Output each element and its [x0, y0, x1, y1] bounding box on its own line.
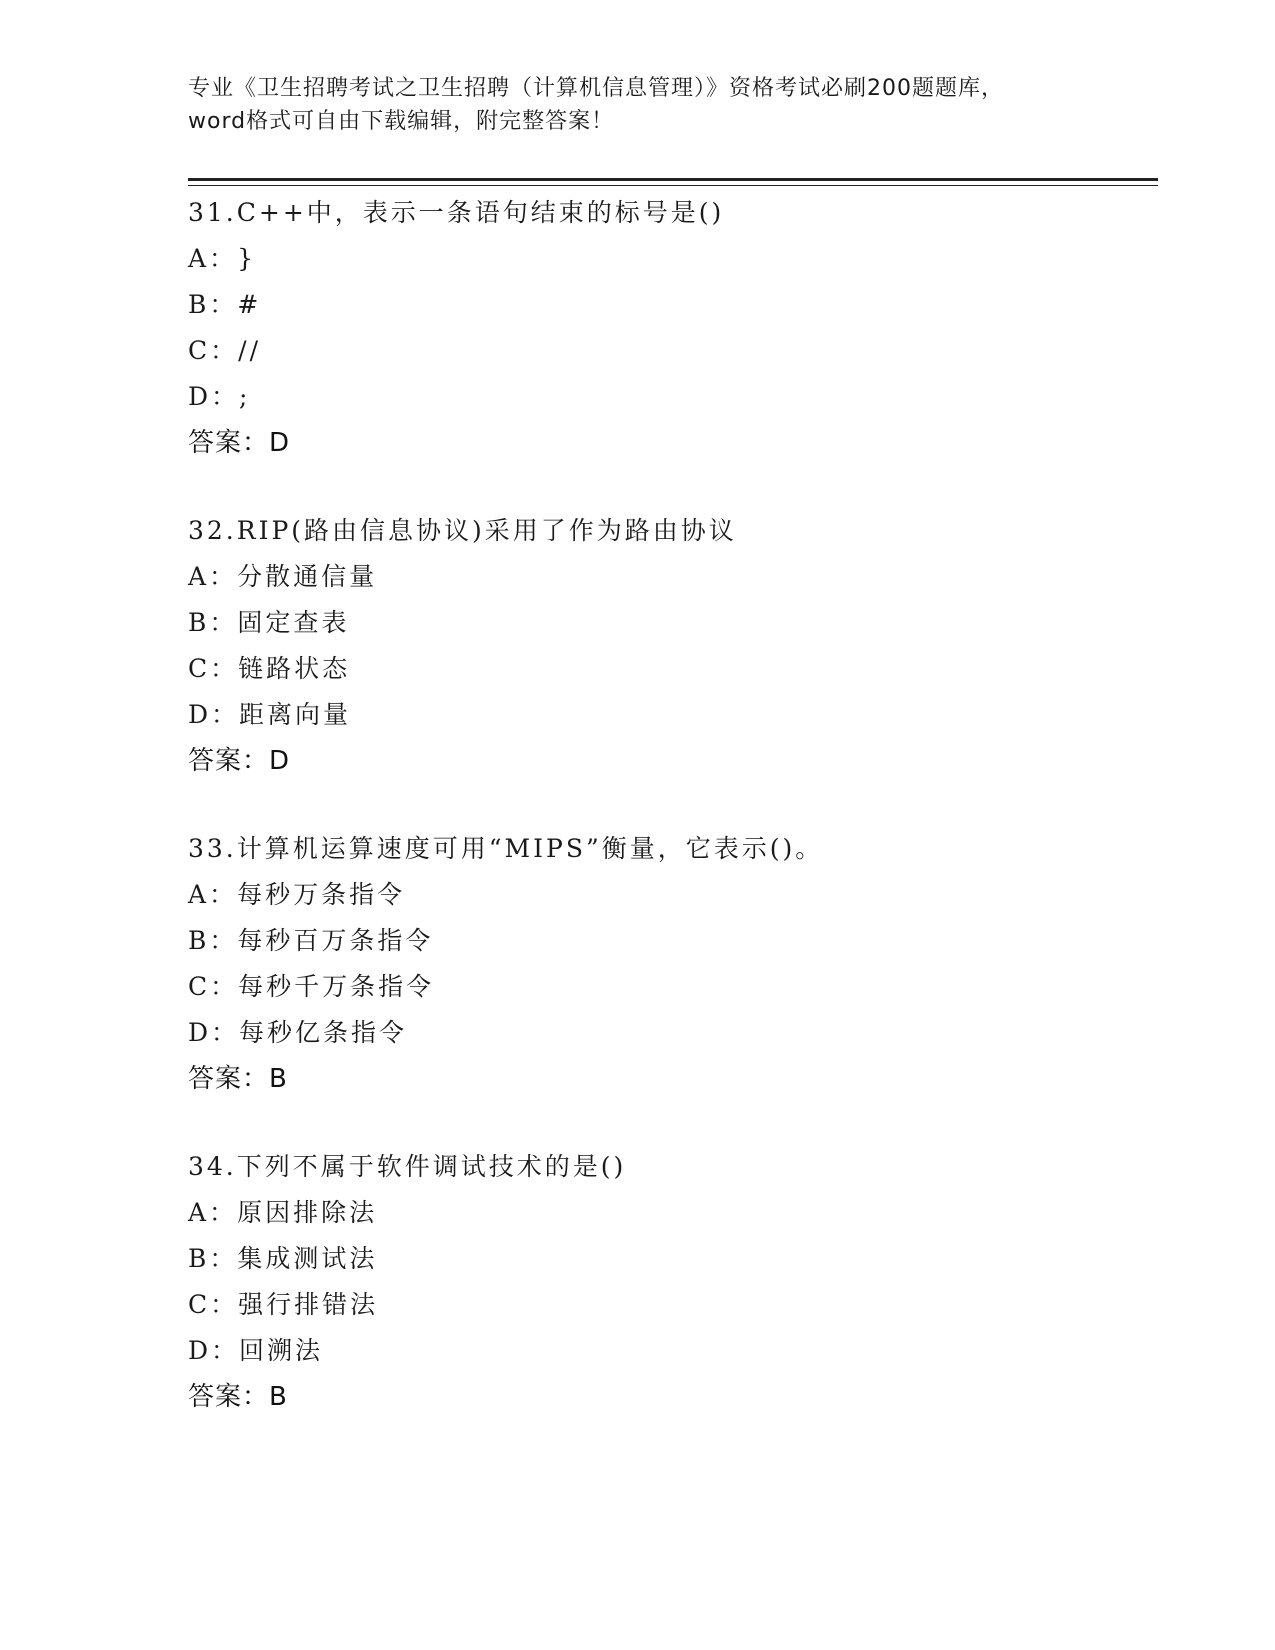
- option-d: [188, 1328, 1168, 1374]
- answer-line: 答案：D: [188, 428, 291, 458]
- option-label: A：: [188, 244, 238, 273]
- option-label: A：: [188, 1198, 238, 1227]
- option-label: B：: [188, 1244, 238, 1273]
- option-label: D：: [188, 1018, 240, 1047]
- option-label: B：: [188, 926, 238, 955]
- option-text: }: [237, 244, 256, 273]
- option-text: //: [238, 336, 261, 365]
- option-a: [188, 236, 1168, 282]
- option-label: D：: [188, 382, 240, 411]
- option-a: [188, 1190, 1168, 1236]
- question-32: [188, 508, 1168, 784]
- header-divider-thin: [188, 185, 1158, 186]
- option-label: C：: [188, 654, 239, 683]
- question-34: [188, 1144, 1168, 1420]
- option-label: C：: [188, 972, 239, 1001]
- option-text: 集成测试法: [237, 1244, 378, 1273]
- option-b: [188, 282, 1168, 328]
- option-label: A：: [188, 880, 238, 909]
- option-text: 距离向量: [239, 700, 352, 729]
- option-text: 每秒百万条指令: [237, 926, 434, 955]
- option-label: B：: [188, 290, 238, 319]
- question-stem: 34.下列不属于软件调试技术的是(): [188, 1152, 627, 1181]
- option-d: [188, 1010, 1168, 1056]
- option-a: [188, 872, 1168, 918]
- question-33: [188, 826, 1168, 1102]
- option-text: 每秒万条指令: [237, 880, 406, 909]
- header-divider-thick: [188, 178, 1158, 181]
- header-title-line-2: word格式可自由下载编辑，附完整答案！: [188, 109, 615, 134]
- option-label: B：: [188, 608, 238, 637]
- header-title-line-1: 专业《卫生招聘考试之卫生招聘（计算机信息管理）》资格考试必刷200题题库，: [188, 76, 1004, 101]
- option-text: 每秒亿条指令: [239, 1018, 408, 1047]
- option-b: [188, 600, 1168, 646]
- option-label: A：: [188, 562, 238, 591]
- option-text: ;: [239, 382, 251, 411]
- option-text: 固定查表: [237, 608, 350, 637]
- option-a: [188, 554, 1168, 600]
- option-b: [188, 1236, 1168, 1282]
- option-c: [188, 328, 1168, 374]
- question-31: [188, 190, 1168, 466]
- document-header: [188, 72, 1108, 138]
- option-label: D：: [188, 1336, 240, 1365]
- question-stem: 32.RIP(路由信息协议)采用了作为路由协议: [188, 516, 737, 545]
- option-label: C：: [188, 1290, 239, 1319]
- option-text: 回溯法: [239, 1336, 324, 1365]
- question-list: [188, 190, 1168, 1462]
- option-text: 强行排错法: [238, 1290, 379, 1319]
- option-text: 链路状态: [238, 654, 351, 683]
- option-text: 原因排除法: [237, 1198, 378, 1227]
- option-d: [188, 374, 1168, 420]
- option-c: [188, 646, 1168, 692]
- option-c: [188, 1282, 1168, 1328]
- question-stem: 31.C++中，表示一条语句结束的标号是(): [188, 198, 725, 227]
- option-label: D：: [188, 700, 240, 729]
- option-c: [188, 964, 1168, 1010]
- option-label: C：: [188, 336, 239, 365]
- option-text: 每秒千万条指令: [238, 972, 435, 1001]
- option-text: #: [237, 290, 262, 319]
- question-stem: 33.计算机运算速度可用“MIPS”衡量，它表示()。: [188, 834, 824, 863]
- option-d: [188, 692, 1168, 738]
- answer-line: 答案：D: [188, 746, 291, 776]
- answer-line: 答案：B: [188, 1064, 288, 1094]
- option-b: [188, 918, 1168, 964]
- option-text: 分散通信量: [237, 562, 378, 591]
- answer-line: 答案：B: [188, 1382, 288, 1412]
